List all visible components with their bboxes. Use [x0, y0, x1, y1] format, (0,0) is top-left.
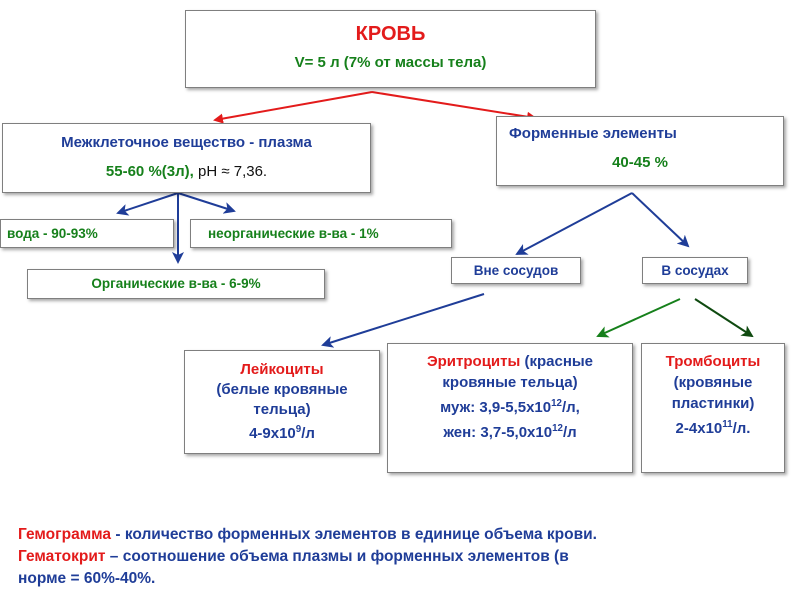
arrow-inside-to-thrombocytes: [695, 299, 752, 336]
organic-box: [27, 269, 325, 299]
formed-box: [496, 116, 784, 186]
organic-label: Органические в-ва - 6-9%: [91, 276, 261, 291]
arrow-formed-to-inside: [632, 193, 688, 246]
leukocytes-count: [185, 420, 379, 444]
thrombocytes-desc-1: (кровяные: [673, 374, 753, 391]
inside-box: [642, 257, 748, 284]
formed-amount: 40-45 %: [612, 154, 668, 171]
plasma-amount: 55-60 %(3л),: [105, 163, 194, 180]
plasma-ph: pH ≈ 7,36.: [193, 163, 268, 180]
erythrocytes-name-line: [388, 351, 632, 372]
formed-title: Форменные элементы: [509, 125, 677, 142]
inorganic-box: [190, 219, 452, 248]
notes: [18, 524, 793, 590]
leukocytes-count-exp: 9: [295, 424, 302, 435]
blood-volume: V= 5 л (7% от массы тела): [294, 54, 487, 71]
leukocytes-desc-2: тельца): [253, 401, 311, 418]
arrow-formed-to-outside: [517, 193, 632, 254]
erythrocytes-female: [388, 418, 632, 443]
plasma-box: [2, 123, 371, 193]
plasma-title: Межклеточное вещество - плазма: [61, 134, 312, 151]
erythrocytes-name: Эритроциты: [426, 353, 521, 370]
hematocrit-term: Гематокрит: [18, 548, 106, 565]
hemogram-note: [18, 524, 793, 546]
arrow-outside-to-leukocytes: [323, 294, 484, 345]
inside-label: В сосудах: [661, 263, 729, 278]
arrow-inside-to-erythrocytes: [598, 299, 680, 336]
thrombocytes-desc-2: пластинки): [671, 395, 755, 412]
arrow-blood-to-plasma: [215, 92, 372, 120]
blood-box: [185, 10, 596, 88]
erythrocytes-desc: кровяные тельца): [442, 374, 578, 391]
thrombocytes-box: [641, 343, 785, 473]
water-label: вода - 90-93%: [7, 226, 98, 241]
leukocytes-count-base: 4-9x10: [249, 425, 296, 442]
hemogram-term: Гемограмма: [18, 526, 112, 543]
erythrocytes-male: [388, 393, 632, 418]
hemogram-def: - количество форменных элементов в единице объема крови.: [111, 526, 597, 543]
inorganic-label: неорганические в-ва - 1%: [208, 226, 379, 241]
leukocytes-box: [184, 350, 380, 454]
erythrocytes-female-exp: 12: [552, 423, 563, 434]
thrombocytes-count: [642, 414, 784, 439]
outside-label: Вне сосудов: [473, 263, 559, 278]
erythrocytes-box: [387, 343, 633, 473]
hematocrit-def: – соотношение объема плазмы и форменных элементов (в: [105, 548, 569, 565]
thrombocytes-count-exp: 11: [722, 419, 733, 430]
erythrocytes-female-base: жен: 3,7-5,0x10: [443, 424, 553, 441]
thrombocytes-count-base: 2-4x10: [675, 420, 723, 437]
thrombocytes-count-unit: /л.: [732, 420, 751, 437]
erythrocytes-male-exp: 12: [551, 398, 562, 409]
leukocytes-name: Лейкоциты: [240, 361, 324, 378]
hematocrit-note-cont: норме = 60%-40%.: [18, 570, 156, 587]
erythrocytes-male-unit: /л,: [561, 399, 580, 416]
arrow-plasma-to-inorganic: [178, 193, 234, 211]
thrombocytes-name: Тромбоциты: [665, 353, 761, 370]
water-box: [0, 219, 174, 248]
leukocytes-desc-1: (белые кровяные: [216, 381, 348, 398]
outside-box: [451, 257, 581, 284]
plasma-amount-line: [3, 163, 370, 180]
leukocytes-count-unit: /л: [301, 425, 315, 442]
erythrocytes-female-unit: /л: [562, 424, 577, 441]
arrow-plasma-to-water: [118, 193, 178, 213]
arrow-blood-to-formed: [372, 92, 535, 118]
erythrocytes-name-rest: (красные: [520, 353, 594, 370]
blood-title: КРОВЬ: [355, 23, 426, 45]
hematocrit-note: [18, 546, 793, 568]
erythrocytes-male-base: муж: 3,9-5,5x10: [440, 399, 552, 416]
